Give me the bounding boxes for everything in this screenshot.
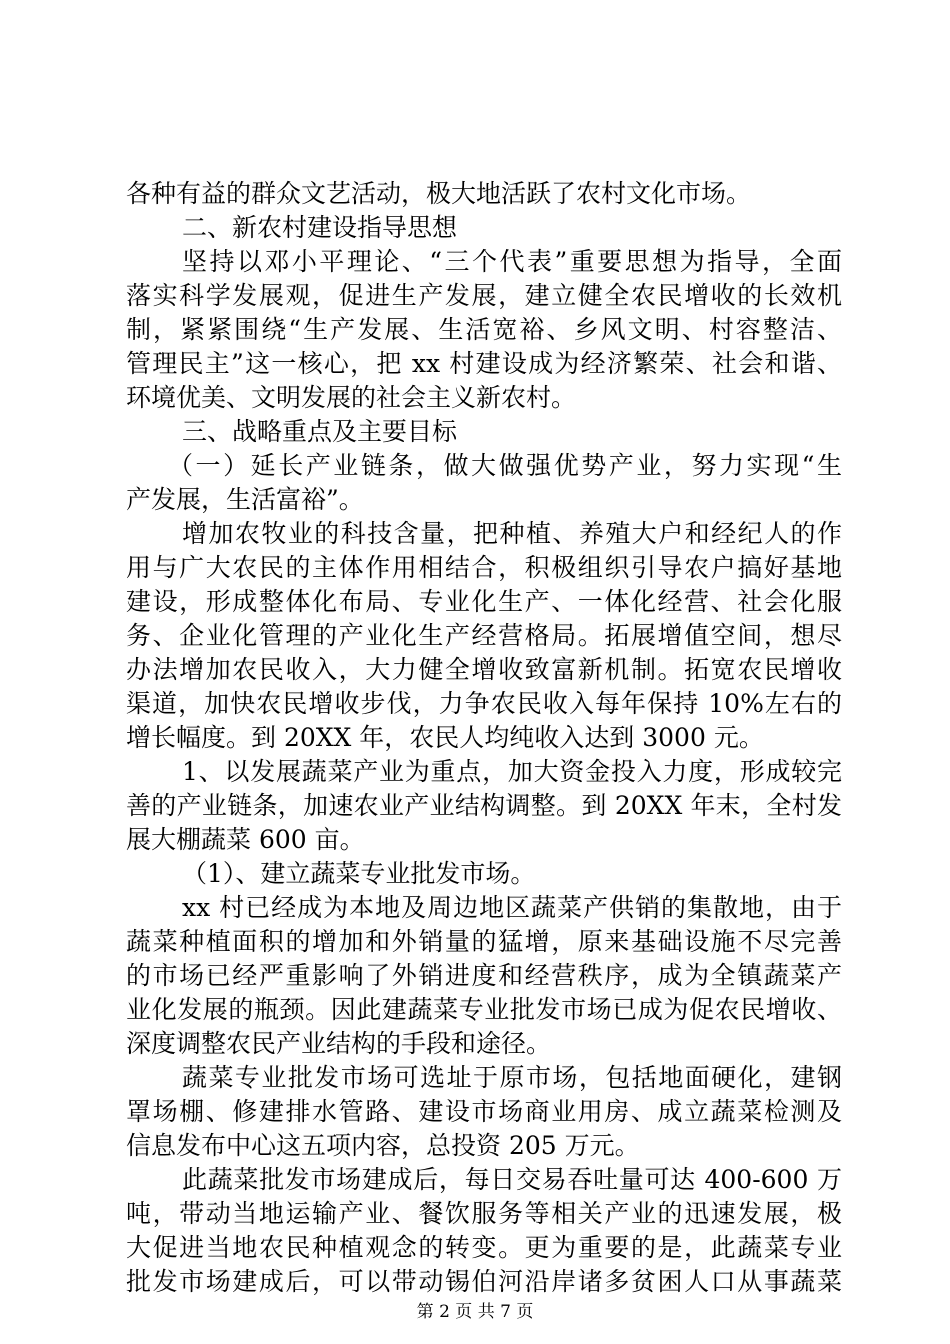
paragraph-line: 信息发布中心这五项内容，总投资 205 万元。 [126, 1131, 640, 1160]
paragraph-line: 此蔬菜批发市场建成后，每日交易吞吐量可达 400-600 万 [182, 1165, 842, 1194]
paragraph-line: 善的产业链条，加速农业产业结构调整。到 20XX 年末，全村发 [126, 791, 842, 820]
paragraph-line: 增长幅度。到 20XX 年，农民人均纯收入达到 3000 元。 [126, 723, 764, 752]
paragraph-line: 落实科学发展观，促进生产发展，建立健全农民增收的长效机 [126, 281, 842, 310]
paragraph-line: 业化发展的瓶颈。因此建蔬菜专业批发市场已成为促农民增收、 [126, 995, 842, 1024]
paragraph-line: xx 村已经成为本地及周边地区蔬菜产供销的集散地，由于 [182, 893, 842, 922]
section-heading: 二、新农村建设指导思想 [182, 213, 458, 242]
paragraph-line: 环境优美、文明发展的社会主义新农村。 [126, 383, 577, 412]
subsection-heading: 产发展，生活富裕”。 [126, 485, 364, 514]
paragraph-line: 的市场已经严重影响了外销进度和经营秩序，成为全镇蔬菜产 [126, 961, 842, 990]
paragraph-line: 坚持以邓小平理论、“三个代表”重要思想为指导，全面 [182, 247, 842, 276]
subsection-heading: （一）延长产业链条，做大做强优势产业，努力实现“生 [168, 451, 842, 480]
paragraph-line: 用与广大农民的主体作用相结合，积极组织引导农户搞好基地 [126, 553, 842, 582]
paragraph-line: 蔬菜种植面积的增加和外销量的猛增，原来基础设施不尽完善 [126, 927, 842, 956]
paragraph-line: 管理民主”这一核心，把 xx 村建设成为经济繁荣、社会和谐、 [126, 349, 842, 378]
page-number-footer: 第 2 页 共 7 页 [416, 1302, 534, 1322]
paragraph-line: 吨，带动当地运输产业、餐饮服务等相关产业的迅速发展，极 [126, 1199, 842, 1228]
paragraph-line: 大促进当地农民种植观念的转变。更为重要的是，此蔬菜专业 [126, 1233, 842, 1262]
paragraph-line: 深度调整农民产业结构的手段和途径。 [126, 1029, 552, 1058]
subsection-heading: （1）、建立蔬菜专业批发市场。 [182, 859, 536, 888]
section-heading: 三、战略重点及主要目标 [182, 417, 458, 446]
paragraph-line: 务、企业化管理的产业化生产经营格局。拓展增值空间，想尽 [126, 621, 842, 650]
paragraph-line: 蔬菜专业批发市场可选址于原市场，包括地面硬化，建钢 [182, 1063, 842, 1092]
paragraph-line: 办法增加农民收入，大力健全增收致富新机制。拓宽农民增收 [126, 655, 842, 684]
paragraph-line: 批发市场建成后，可以带动锡伯河沿岸诸多贫困人口从事蔬菜 [126, 1267, 842, 1296]
paragraph-line: 渠道，加快农民增收步伐，力争农民收入每年保持 10%左右的 [126, 689, 842, 718]
paragraph-line: 罩场棚、修建排水管路、建设市场商业用房、成立蔬菜检测及 [126, 1097, 842, 1126]
paragraph-line: 建设，形成整体化布局、专业化生产、一体化经营、社会化服 [126, 587, 842, 616]
paragraph-line: 增加农牧业的科技含量，把种植、养殖大户和经纪人的作 [182, 519, 842, 548]
paragraph-line: 各种有益的群众文艺活动，极大地活跃了农村文化市场。 [126, 179, 752, 208]
paragraph-line: 1、以发展蔬菜产业为重点，加大资金投入力度，形成较完 [182, 757, 842, 786]
paragraph-line: 制，紧紧围绕“生产发展、生活宽裕、乡风文明、村容整洁、 [126, 315, 842, 344]
paragraph-line: 展大棚蔬菜 600 亩。 [126, 825, 365, 854]
